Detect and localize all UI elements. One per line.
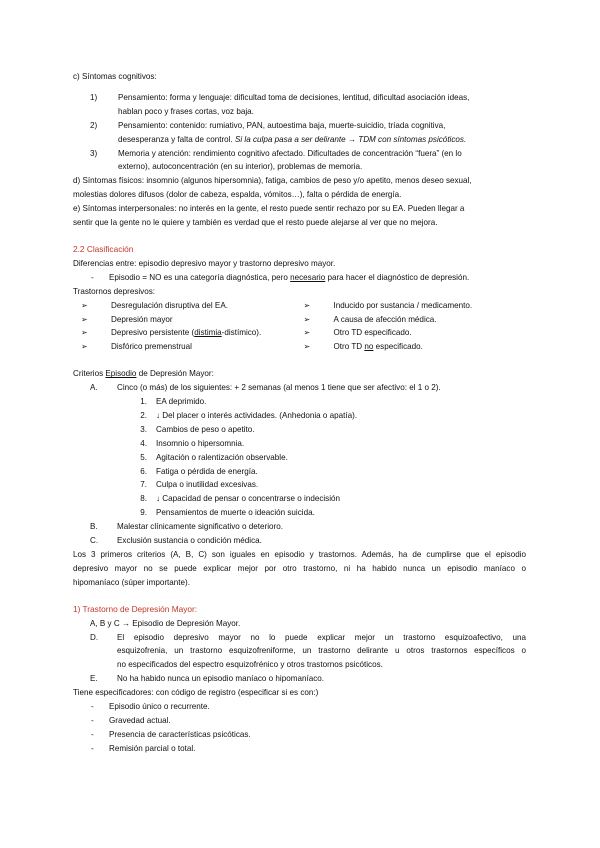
item-text: Depresión mayor (111, 314, 173, 324)
text: de Depresión Mayor: (136, 369, 214, 379)
text: Episodio = NO es una categoría diagnóstica, pero (109, 272, 291, 282)
criterion-c (73, 534, 526, 548)
item-text: hablan poco y frases cortas, voz baja. (118, 106, 254, 116)
arrow-bullet-icon: ➢ (303, 328, 311, 338)
criteria-list-item (73, 409, 526, 423)
paragraph-line: d) Síntomas físicos: insomnio (algunos hipersomnia), fatiga, cambios de peso y/o apetito, menos deseo sexual, (73, 176, 472, 186)
arrow-bullet-icon: ➢ (303, 314, 311, 324)
text: para hacer el diagnóstico de depresión. (325, 272, 470, 282)
item-text: EA deprimido. (156, 397, 207, 407)
dash-bullet: - (91, 702, 94, 712)
criterion-text: No ha habido nunca un episodio maníaco o hipomaníaco. (117, 674, 324, 684)
arrow-bullet-icon: ➢ (81, 300, 88, 310)
item-number: 3) (90, 148, 98, 158)
underlined-text: necesario (290, 272, 326, 282)
list-item (81, 313, 304, 327)
criterion-letter: E. (90, 674, 98, 684)
paragraph-line: Los 3 primeros criterios (A, B, C) son iguales en episodio y trastornos. Además, ha de cumplirse que el episodio (73, 550, 526, 559)
item-number: 5. (140, 452, 147, 462)
paragraph-line: molestias dolores difusos (dolor de cabeza, espalda, vómitos…), falta o pérdida de energía. (73, 190, 402, 200)
criterion-letter: C. (90, 536, 99, 546)
criterion-b (73, 520, 526, 534)
item-text: Pensamiento: forma y lenguaje: dificultad toma de decisiones, lentitud, dificultad asociación ideas, (118, 92, 470, 102)
cognitive-item (73, 119, 526, 147)
item-number: 1. (140, 397, 147, 407)
item-number: 3. (140, 424, 147, 434)
item-number: 8. (140, 494, 147, 504)
criteria-list-item (73, 437, 526, 451)
arrow-bullet-icon: ➢ (81, 342, 88, 352)
disorders-label: Trastornos depresivos: (73, 286, 156, 296)
item-text: Episodio único o recurrente. (109, 702, 210, 712)
item-text: Remisión parcial o total. (109, 743, 196, 753)
criterion-text: Cinco (o más) de los siguientes: + 2 semanas (al menos 1 tiene que ser afectivo: el 1 o 2). (117, 383, 441, 393)
interpersonal-symptoms (73, 202, 526, 230)
list-item (304, 313, 527, 327)
criterion-d (73, 631, 526, 673)
cognitive-heading: c) Síntomas cognitivos: (73, 72, 157, 81)
dash-item (73, 271, 526, 285)
item-text: ↓ Capacidad de pensar o concentrarse o indecisión (156, 494, 341, 504)
item-text: Agitación o ralentización observable. (156, 452, 288, 462)
item-number: 7. (140, 480, 147, 490)
item-number: 2) (90, 120, 98, 130)
list-item (81, 326, 304, 340)
paragraph-line: esquizofrenia, un trastorno esquizofreniforme, un trastorno delirante u otros trastornos específicos o (117, 646, 526, 656)
paragraph-line: hipomaníaco (súper importante). (73, 577, 190, 587)
arrow-bullet-icon: ➢ (303, 300, 311, 310)
underlined-text: Episodio (105, 369, 137, 379)
criteria-list-item (73, 465, 526, 479)
criteria-list-item (73, 395, 526, 409)
item-text: Culpa o inutilidad excesivas. (156, 480, 259, 490)
item-text: Otro TD especificado. (333, 328, 412, 338)
list-item (304, 326, 527, 340)
criteria-numbered-list (73, 395, 526, 520)
criterion-text: Exclusión sustancia o condición médica. (117, 536, 262, 546)
cognitive-item (73, 91, 526, 119)
criteria-heading (73, 367, 526, 381)
criteria-list-item (73, 478, 526, 492)
criterion-text: Malestar clínicamente significativo o deterioro. (117, 522, 283, 532)
underlined-text: distimia (194, 328, 222, 338)
italic-note: Si la culpa pasa a ser delirante → TDM con síntomas psicóticos. (232, 134, 467, 144)
dash-item (73, 742, 526, 756)
criterion-letter: A. (90, 383, 98, 393)
criteria-summary (73, 548, 526, 590)
item-text: Disfórico premenstrual (111, 342, 192, 352)
item-text: Fatiga o pérdida de energía. (156, 466, 258, 476)
criterion-letter: D. (90, 632, 99, 642)
item-text: Insomnio o hipersomnia. (156, 438, 245, 448)
item-text: externo), autoconcentración (en su interior), problemas de memoria. (118, 162, 363, 172)
text: especificado. (373, 342, 423, 352)
item-number: 6. (140, 466, 147, 476)
item-text: Cambios de peso o apetito. (156, 424, 255, 434)
paragraph-line: no especificados del espectro esquizofrénico y otros trastornos psicóticos. (117, 660, 383, 670)
paragraph-line: e) Síntomas interpersonales: no interés en la gente, el resto puede sentir rechazo por su EA. Pueden llegar a (73, 204, 465, 214)
text: Depresivo persistente ( (111, 328, 195, 338)
dash-bullet: - (91, 729, 94, 739)
specifiers-label: Tiene especificadores: con código de registro (especificar si es con:) (73, 688, 319, 698)
text: Criterios (73, 369, 106, 379)
criterion-a (73, 381, 526, 395)
item-text: Inducido por sustancia / medicamento. (333, 300, 473, 310)
item-text: Pensamientos de muerte o ideación suicida. (156, 508, 315, 518)
text: -distímico). (221, 328, 262, 338)
underlined-text: no (364, 342, 374, 352)
item-text: ↓ Del placer o interés actividades. (Anhedonia o apatía). (156, 410, 358, 420)
paragraph-line: El episodio depresivo mayor no lo puede explicar mejor un trastorno esquizoafectivo, una (117, 632, 526, 642)
classification-intro: Diferencias entre: episodio depresivo mayor y trastorno depresivo mayor. (73, 258, 336, 268)
list-item (81, 299, 304, 313)
item-number: 2. (140, 410, 147, 420)
item-number: 1) (90, 92, 98, 102)
section-title-classification: 2.2 Clasificación (73, 243, 134, 254)
paragraph-line: sentir que la gente no le quiere y también es verdad que el resto puede alejarse al ver que no mejora. (73, 218, 438, 228)
dash-item (73, 728, 526, 742)
item-text: Presencia de características psicóticas. (109, 729, 251, 739)
item-number: 9. (140, 508, 147, 518)
item-text: Desregulación disruptiva del EA. (111, 300, 228, 310)
dash-bullet: - (91, 272, 94, 282)
dash-bullet: - (91, 715, 94, 725)
item-text: Gravedad actual. (109, 715, 171, 725)
arrow-bullet-icon: ➢ (81, 314, 88, 324)
criterion-letter: B. (90, 522, 98, 532)
list-item (81, 340, 304, 354)
text: Otro TD (333, 342, 365, 352)
criteria-list-item (73, 506, 526, 520)
tdm-abc: A, B y C → Episodio de Depresión Mayor. (90, 618, 241, 628)
item-text: A causa de afección médica. (333, 314, 437, 324)
criteria-list-item (73, 451, 526, 465)
arrow-bullet-icon: ➢ (303, 342, 311, 352)
dash-item (73, 700, 526, 714)
criterion-e (73, 672, 526, 686)
paragraph-line: depresivo mayor no se puede explicar mejor por otro trastorno, ni ha habido nunca un episodio maníaco o (73, 563, 526, 573)
criteria-list-item (73, 423, 526, 437)
dash-bullet: - (91, 743, 94, 753)
list-item (304, 299, 527, 313)
physical-symptoms (73, 174, 526, 202)
item-text: Pensamiento: contenido: rumiativo, PAN, autoestima baja, muerte-suicidio, tríada cognitiva, (118, 120, 446, 130)
disorders-list (73, 299, 526, 355)
item-number: 4. (140, 438, 147, 448)
criteria-list-item (73, 492, 526, 506)
item-text: Memoria y atención: rendimiento cognitivo afectado. Dificultades de concentración “fuera” (en lo (118, 148, 462, 158)
cognitive-item (73, 147, 526, 175)
section-title-tdm: 1) Trastorno de Depresión Mayor: (73, 603, 198, 614)
list-item (304, 340, 527, 354)
dash-item (73, 714, 526, 728)
arrow-bullet-icon: ➢ (81, 328, 88, 338)
item-text: desesperanza y falta de control. (118, 134, 233, 144)
